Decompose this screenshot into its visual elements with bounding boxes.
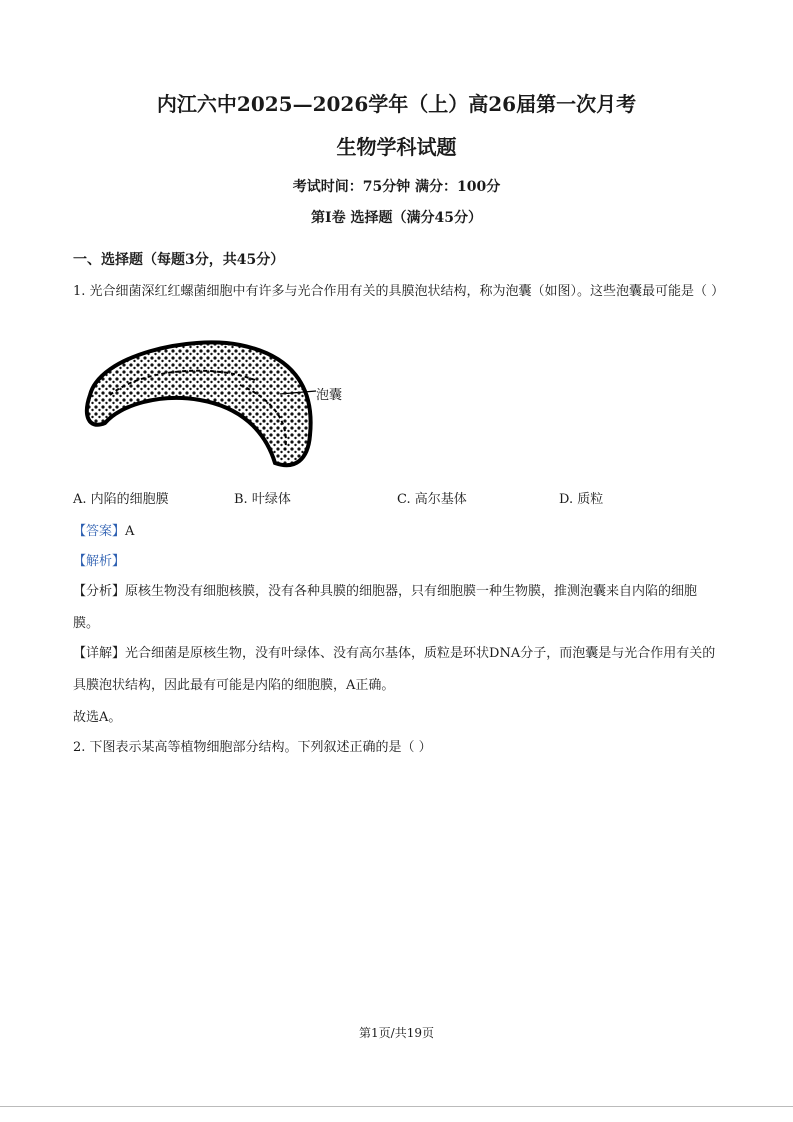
detail-prefix: 【详解】	[73, 646, 126, 661]
answer-tag: 【答案】	[73, 524, 126, 539]
analysis-prefix: 【分析】	[73, 584, 126, 599]
option-b: B. 叶绿体	[234, 492, 291, 507]
subject-title: 生物学科试题	[336, 135, 457, 159]
bottom-divider	[0, 1106, 793, 1107]
vesicle-label: 泡囊	[316, 388, 343, 403]
option-d: D. 质粒	[559, 492, 604, 507]
bacterium-body	[87, 342, 311, 465]
exam-title: 内江六中2025—2026学年（上）高26届第一次月考	[156, 92, 637, 116]
answer-value: A	[125, 524, 135, 539]
question-1-stem: 1. 光合细菌深红红螺菌细胞中有许多与光合作用有关的具膜泡状结构，称为泡囊（如图）。这些泡囊最可能是（ ）	[73, 284, 725, 299]
detail-paragraph	[73, 638, 723, 702]
section-heading: 一、选择题（每题3分，共45分）	[73, 252, 285, 268]
analysis-paragraph	[73, 576, 723, 640]
option-a: A. 内陷的细胞膜	[73, 492, 169, 507]
answer-line	[73, 520, 134, 539]
conclusion: 故选A。	[73, 710, 122, 725]
analysis-tag: 【解析】	[73, 554, 126, 569]
question-2-stem: 2. 下图表示某高等植物细胞部分结构。下列叙述正确的是（ ）	[73, 740, 432, 755]
bacterium-figure	[80, 335, 360, 475]
exam-info: 考试时间：75分钟 满分：100分	[292, 179, 501, 195]
detail-text: 光合细菌是原核生物，没有叶绿体、没有高尔基体，质粒是环状DNA分子，而泡囊是与光合作用有关的具膜泡状结构，因此最有可能是内陷的细胞膜，A正确。	[73, 646, 716, 693]
part-title: 第Ⅰ卷 选择题（满分45分）	[311, 210, 482, 226]
option-c: C. 高尔基体	[397, 492, 467, 507]
analysis-text: 原核生物没有细胞核膜，没有各种具膜的细胞器，只有细胞膜一种生物膜，推测泡囊来自内陷的细胞膜。	[73, 584, 698, 631]
page-footer: 第1页/共19页	[359, 1026, 434, 1040]
